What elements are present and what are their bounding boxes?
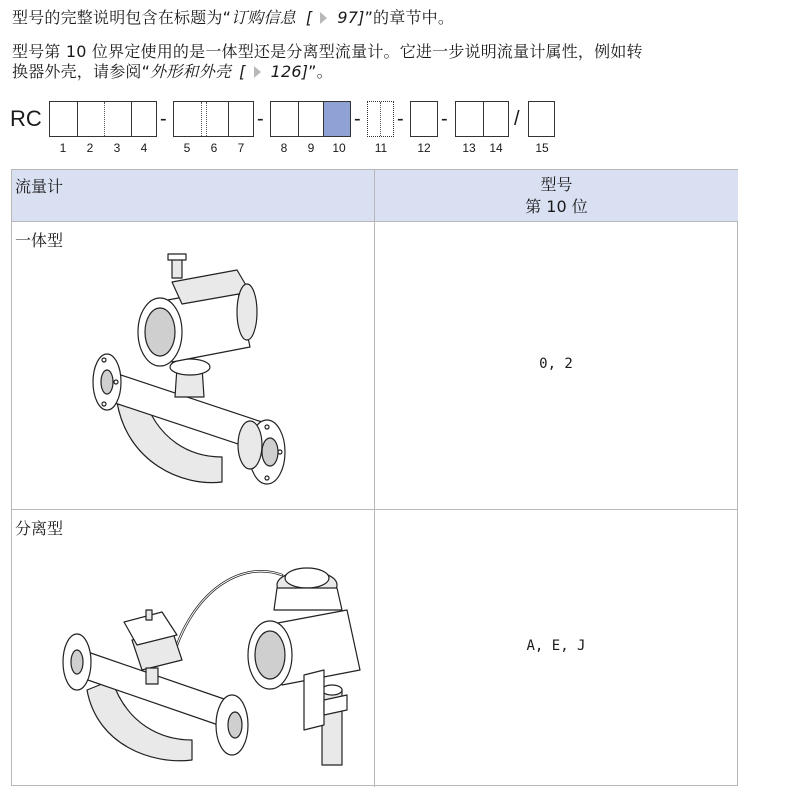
table-cell-value	[375, 510, 737, 787]
code-separator: -	[160, 108, 167, 130]
link-ordering-info[interactable]: 订购信息	[231, 8, 296, 27]
code-separator: -	[354, 108, 361, 130]
code-number: 2	[86, 141, 94, 155]
code-separator: -	[441, 108, 448, 130]
intro-text: 换器外壳，请参阅“	[12, 62, 151, 81]
code-number: 12	[417, 141, 431, 155]
code-number: 13	[462, 141, 476, 155]
code-number: 3	[113, 141, 121, 155]
header-flowmeter: 流量计	[15, 177, 64, 196]
code-number: 9	[307, 141, 315, 155]
table-cell-type	[12, 222, 375, 509]
code-number: 8	[280, 141, 288, 155]
order-code-diagram	[0, 96, 800, 158]
code-group-15	[528, 101, 555, 137]
code-number: 11	[374, 141, 388, 155]
table-header-cell	[12, 170, 375, 222]
code-group-13-14	[455, 101, 509, 137]
header-model: 型号	[540, 175, 573, 194]
header-model-position	[375, 174, 738, 218]
table-row	[12, 222, 737, 510]
type-label: 分离型	[15, 519, 64, 538]
code-number: 14	[489, 141, 503, 155]
intro-line-1	[12, 8, 454, 28]
type-label: 一体型	[15, 231, 64, 250]
compact-flowmeter-illustration	[72, 252, 312, 492]
code-number: 6	[210, 141, 218, 155]
intro-text: ”的章节中。	[364, 8, 455, 27]
page-ref-arrow-icon	[254, 66, 261, 78]
code-number: 4	[140, 141, 148, 155]
table-header-cell	[375, 170, 738, 222]
code-number: 15	[535, 141, 549, 155]
code-number: 10	[332, 141, 346, 155]
code-prefix: RC	[10, 106, 42, 131]
flowmeter-type-table	[11, 169, 738, 786]
code-group-8-9	[270, 101, 324, 137]
header-position-10: 第 10 位	[525, 197, 588, 216]
code-position-10-highlight	[323, 101, 351, 137]
code-group-1-4	[49, 101, 157, 137]
link-dimensions-housing[interactable]: 外形和外壳	[150, 62, 232, 81]
code-number: 7	[237, 141, 245, 155]
model-value: 0, 2	[539, 356, 573, 372]
code-separator: -	[257, 108, 264, 130]
ref-bracket: [	[239, 62, 246, 81]
page-ref-126[interactable]: 126]	[270, 62, 309, 81]
model-value: A, E, J	[526, 638, 586, 654]
intro-line-2: 型号第 10 位界定使用的是一体型还是分离型流量计。它进一步说明流量计属性，例如转	[12, 42, 643, 61]
code-group-12	[410, 101, 438, 137]
page-ref-arrow-icon	[320, 12, 327, 24]
code-group-11	[367, 101, 394, 137]
page-ref-97[interactable]: 97]	[337, 8, 365, 27]
code-slash: /	[514, 108, 520, 130]
intro-line-3	[12, 62, 333, 82]
ref-bracket: [	[305, 8, 313, 27]
intro-text: ”。	[308, 62, 333, 81]
table-cell-value	[375, 222, 737, 509]
code-separator: -	[397, 108, 404, 130]
remote-flowmeter-illustration	[42, 550, 382, 770]
code-group-5-7	[173, 101, 254, 137]
code-number: 5	[183, 141, 191, 155]
table-row	[12, 510, 737, 787]
code-number: 1	[59, 141, 67, 155]
intro-text: 型号的完整说明包含在标题为“	[12, 8, 232, 27]
